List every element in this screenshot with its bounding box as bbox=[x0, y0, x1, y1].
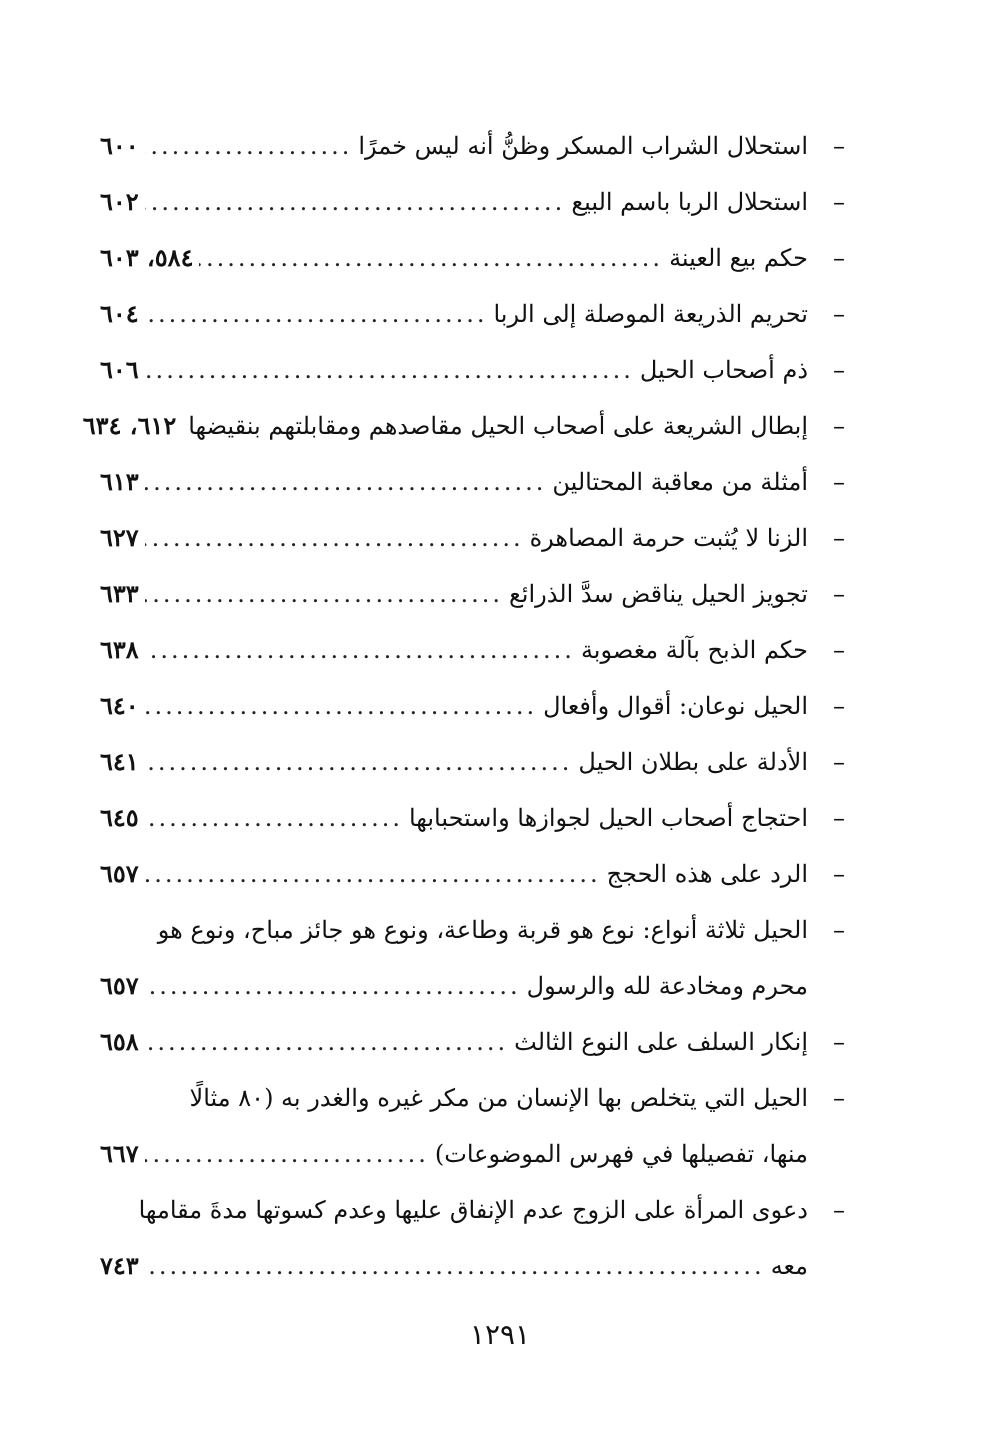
entry-dash: – bbox=[833, 300, 845, 328]
entry-title: الرد على هذه الحجج bbox=[606, 860, 808, 888]
entry-line bbox=[100, 846, 808, 902]
entry-dash: – bbox=[833, 1084, 845, 1112]
entry-page-number: ٦٥٧ bbox=[100, 971, 139, 1000]
entry-page-number: ٦٥٧ bbox=[100, 859, 139, 888]
entry-page-number: ٦٣٨ bbox=[100, 635, 139, 664]
entry-line bbox=[100, 566, 808, 622]
dot-leader bbox=[145, 678, 537, 734]
entry-title: الحيل ثلاثة أنواع: نوع هو قربة وطاعة، ونوع هو جائز مباح، ونوع هو bbox=[157, 916, 808, 944]
entry-title: الحيل التي يتخلص بها الإنسان من مكر غيره والغدر به (٨٠ مثالًا bbox=[189, 1084, 808, 1112]
dot-leader bbox=[145, 958, 521, 1014]
entry-title: حكم الذبح بآلة مغصوبة bbox=[580, 636, 808, 664]
entry-page-number: ٦٠٦ bbox=[100, 355, 139, 384]
index-entry bbox=[100, 622, 850, 678]
entry-page-number: ٦٣٣ bbox=[100, 579, 139, 608]
dot-leader bbox=[145, 1126, 429, 1182]
index-entry bbox=[100, 1014, 850, 1070]
entry-dash: – bbox=[833, 412, 845, 440]
entry-title: تجويز الحيل يناقض سدَّ الذرائع bbox=[508, 580, 808, 608]
entry-dash: – bbox=[833, 188, 845, 216]
dot-leader bbox=[145, 510, 524, 566]
index-entry bbox=[100, 790, 850, 846]
dot-leader bbox=[145, 1014, 509, 1070]
dot-leader bbox=[145, 1238, 765, 1294]
entry-dash: – bbox=[833, 804, 845, 832]
dot-leader bbox=[145, 118, 353, 174]
page-number: ١٢٩١ bbox=[469, 1318, 531, 1351]
entry-title: احتجاج أصحاب الحيل لجوازها واستحبابها bbox=[408, 804, 808, 832]
entry-dash: – bbox=[833, 132, 845, 160]
entry-line bbox=[100, 1070, 808, 1126]
entry-title: استحلال الربا باسم البيع bbox=[571, 188, 808, 216]
entry-page-number: ٦٤٥ bbox=[100, 803, 139, 832]
entry-page-number: ٦١٣ bbox=[100, 467, 139, 496]
entry-line bbox=[100, 622, 808, 678]
dot-leader bbox=[145, 846, 601, 902]
entry-line bbox=[100, 510, 808, 566]
dot-leader bbox=[145, 454, 547, 510]
entry-dash: – bbox=[833, 748, 845, 776]
entry-title: محرم ومخادعة لله والرسول bbox=[526, 972, 808, 1000]
entry-line bbox=[100, 174, 808, 230]
index-entry bbox=[82, 398, 850, 454]
entry-page-number: ٦٤٠ bbox=[100, 691, 139, 720]
index-entry bbox=[100, 902, 850, 1014]
entry-dash: – bbox=[833, 468, 845, 496]
entry-dash: – bbox=[833, 636, 845, 664]
entry-page-number: ٦٠٤ bbox=[100, 299, 139, 328]
entry-dash: – bbox=[833, 356, 845, 384]
entry-line bbox=[100, 286, 808, 342]
entry-dash: – bbox=[833, 916, 845, 944]
entry-title: الحيل نوعان: أقوال وأفعال bbox=[543, 692, 808, 720]
entry-page-number: ٧٤٣ bbox=[100, 1251, 139, 1280]
entry-page-number: ٥٨٤، ٦٠٣ bbox=[100, 243, 194, 272]
index-entry bbox=[100, 566, 850, 622]
entry-title: معه bbox=[770, 1252, 808, 1280]
entry-dash: – bbox=[833, 580, 845, 608]
entry-title: منها، تفصيلها في فهرس الموضوعات) bbox=[434, 1140, 808, 1168]
entry-dash: – bbox=[833, 1028, 845, 1056]
entry-line bbox=[100, 734, 808, 790]
entry-line bbox=[100, 342, 808, 398]
entry-title: دعوى المرأة على الزوج عدم الإنفاق عليها وعدم كسوتها مدةَ مقامها bbox=[138, 1196, 808, 1224]
entry-page-number: ٦٠٠ bbox=[100, 131, 139, 160]
index-entry bbox=[100, 454, 850, 510]
entry-line bbox=[100, 230, 808, 286]
entry-dash: – bbox=[833, 244, 845, 272]
dot-leader bbox=[145, 790, 403, 846]
index-entry bbox=[100, 286, 850, 342]
entry-line bbox=[100, 1014, 808, 1070]
index-entry bbox=[100, 1070, 850, 1182]
index-entry bbox=[100, 846, 850, 902]
entry-title: إبطال الشريعة على أصحاب الحيل مقاصدهم ومقابلتهم بنقيضها bbox=[188, 412, 808, 440]
entry-dash: – bbox=[833, 1196, 845, 1224]
entry-title: الأدلة على بطلان الحيل bbox=[578, 748, 808, 776]
dot-leader bbox=[145, 566, 503, 622]
entry-title: إنكار السلف على النوع الثالث bbox=[514, 1028, 808, 1056]
entry-line bbox=[100, 678, 808, 734]
entry-page-number: ٦٦٧ bbox=[100, 1139, 139, 1168]
index-entry bbox=[100, 118, 850, 174]
index-entry bbox=[100, 678, 850, 734]
entry-line bbox=[100, 1126, 808, 1182]
entry-line bbox=[100, 1238, 808, 1294]
entry-dash: – bbox=[833, 692, 845, 720]
index-entry bbox=[100, 230, 850, 286]
dot-leader bbox=[145, 286, 488, 342]
entry-line bbox=[100, 454, 808, 510]
entry-title: أمثلة من معاقبة المحتالين bbox=[552, 468, 808, 496]
entry-line bbox=[100, 1182, 808, 1238]
entry-dash: – bbox=[833, 860, 845, 888]
dot-leader bbox=[145, 622, 575, 678]
index-entry bbox=[100, 510, 850, 566]
index-entry bbox=[100, 174, 850, 230]
entry-page-number: ٦٠٢ bbox=[100, 187, 139, 216]
dot-leader bbox=[145, 734, 573, 790]
dot-leader bbox=[145, 342, 634, 398]
entry-dash: – bbox=[833, 524, 845, 552]
entry-title: ذم أصحاب الحيل bbox=[639, 356, 808, 384]
entry-title: الزنا لا يُثبت حرمة المصاهرة bbox=[529, 524, 808, 552]
entry-page-number: ٦٥٨ bbox=[100, 1027, 139, 1056]
entry-title: تحريم الذريعة الموصلة إلى الربا bbox=[493, 300, 808, 328]
entry-page-number: ٦٤١ bbox=[100, 747, 139, 776]
entry-line bbox=[100, 790, 808, 846]
entry-line bbox=[100, 958, 808, 1014]
dot-leader bbox=[145, 174, 566, 230]
entry-line bbox=[82, 398, 808, 454]
entry-page-number: ٦٢٧ bbox=[100, 523, 139, 552]
entry-title: استحلال الشراب المسكر وظنُّ أنه ليس خمرًا bbox=[358, 132, 808, 160]
entry-page-number: ٦١٢، ٦٣٤ bbox=[82, 411, 177, 440]
index-entry bbox=[100, 342, 850, 398]
entry-line bbox=[100, 118, 808, 174]
entry-title: حكم بيع العينة bbox=[669, 244, 808, 272]
entry-line bbox=[100, 902, 808, 958]
index-list bbox=[82, 118, 850, 1294]
index-entry bbox=[100, 1182, 850, 1294]
index-entry bbox=[100, 734, 850, 790]
dot-leader bbox=[199, 230, 663, 286]
